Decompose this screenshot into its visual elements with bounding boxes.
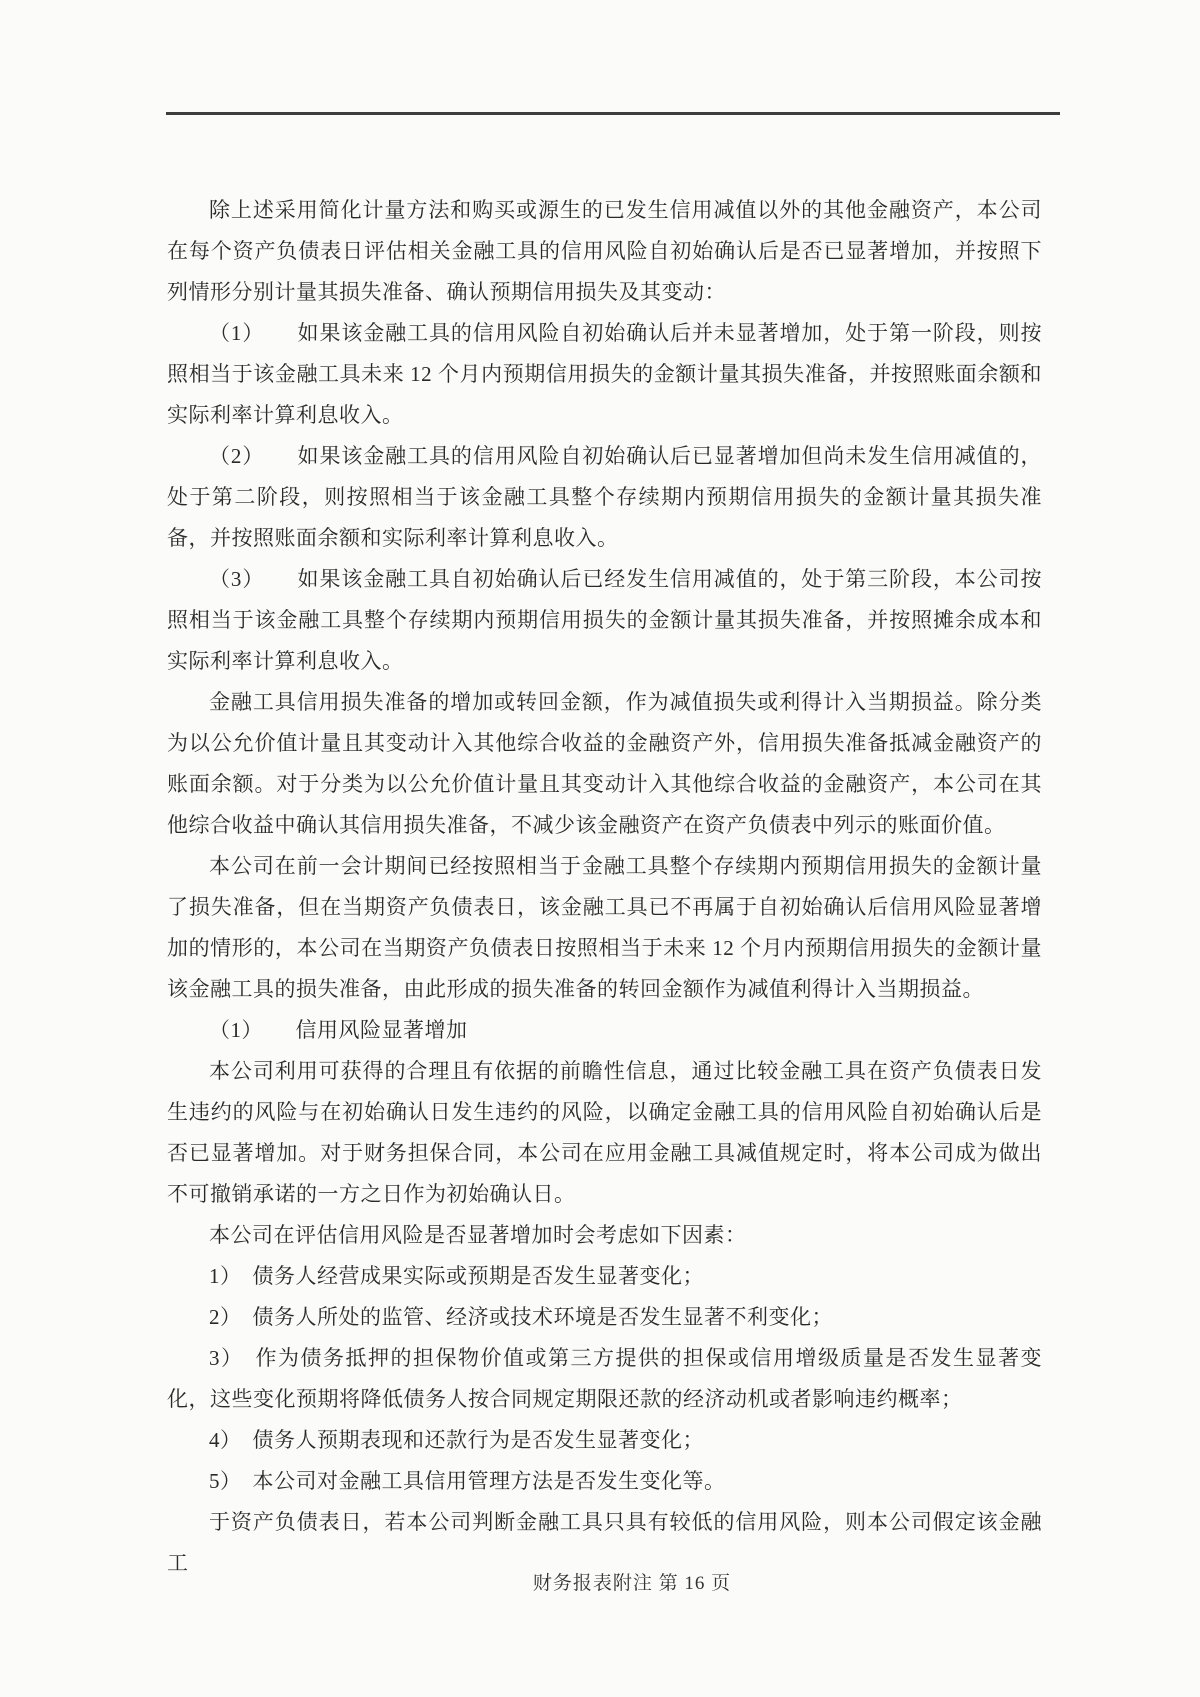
list-item: 5） 本公司对金融工具信用管理方法是否发生变化等。 bbox=[209, 1469, 726, 1493]
page-footer: 财务报表附注 第 16 页 bbox=[532, 1573, 732, 1594]
section-subheading: （1） 信用风险显著增加 bbox=[209, 1018, 468, 1042]
body-paragraph: 本公司在评估信用风险是否显著增加时会考虑如下因素： bbox=[209, 1223, 747, 1247]
body-paragraph: （2） 如果该金融工具的信用风险自初始确认后已显著增加但尚未发生信用减值的，处于第二阶段，则按照相当于该金融工具整个存续期内预期信用损失的金额计量其损失准备，并按照账面余额和实际利率计算利息收入。 bbox=[167, 444, 1042, 550]
body-paragraph: 本公司在前一会计期间已经按照相当于金融工具整个存续期内预期信用损失的金额计量了损失准备，但在当期资产负债表日，该金融工具已不再属于自初始确认后信用风险显著增加的情形的，本公司在当期资产负债表日按照相当于未来 12 个月内预期信用损失的金额计量该金融工具的损失准备，由此形成的损失准备的转回金额作为减值利得计入当期损益。 bbox=[167, 854, 1042, 1001]
body-paragraph: 金融工具信用损失准备的增加或转回金额，作为减值损失或利得计入当期损益。除分类为以公允价值计量且其变动计入其他综合收益的金融资产外，信用损失准备抵减金融资产的账面余额。对于分类为以公允价值计量且其变动计入其他综合收益的金融资产，本公司在其他综合收益中确认其信用损失准备，不减少该金融资产在资产负债表中列示的账面价值。 bbox=[167, 690, 1042, 837]
list-item: 3） 作为债务抵押的担保物价值或第三方提供的担保或信用增级质量是否发生显著变化，这些变化预期将降低债务人按合同规定期限还款的经济动机或者影响违约概率； bbox=[167, 1346, 1042, 1411]
body-paragraph: 于资产负债表日，若本公司判断金融工具只具有较低的信用风险，则本公司假定该金融工 bbox=[167, 1510, 1042, 1575]
list-item: 1） 债务人经营成果实际或预期是否发生显著变化； bbox=[209, 1264, 704, 1288]
list-item: 2） 债务人所处的监管、经济或技术环境是否发生显著不利变化； bbox=[209, 1305, 833, 1329]
body-paragraph: （3） 如果该金融工具自初始确认后已经发生信用减值的，处于第三阶段，本公司按照相当于该金融工具整个存续期内预期信用损失的金额计量其损失准备，并按照摊余成本和实际利率计算利息收入。 bbox=[167, 567, 1042, 673]
list-item: 4） 债务人预期表现和还款行为是否发生显著变化； bbox=[209, 1428, 704, 1452]
body-text bbox=[167, 190, 1042, 1584]
body-paragraph: 除上述采用简化计量方法和购买或源生的已发生信用减值以外的其他金融资产，本公司在每个资产负债表日评估相关金融工具的信用风险自初始确认后是否已显著增加，并按照下列情形分别计量其损失准备、确认预期信用损失及其变动： bbox=[167, 198, 1042, 304]
body-paragraph: （1） 如果该金融工具的信用风险自初始确认后并未显著增加，处于第一阶段，则按照相当于该金融工具未来 12 个月内预期信用损失的金额计量其损失准备，并按照账面余额和实际利率计算利息收入。 bbox=[167, 321, 1042, 427]
body-paragraph: 本公司利用可获得的合理且有依据的前瞻性信息，通过比较金融工具在资产负债表日发生违约的风险与在初始确认日发生违约的风险，以确定金融工具的信用风险自初始确认后是否已显著增加。对于财务担保合同，本公司在应用金融工具减值规定时，将本公司成为做出不可撤销承诺的一方之日作为初始确认日。 bbox=[167, 1059, 1042, 1206]
header-rule bbox=[166, 112, 1060, 115]
